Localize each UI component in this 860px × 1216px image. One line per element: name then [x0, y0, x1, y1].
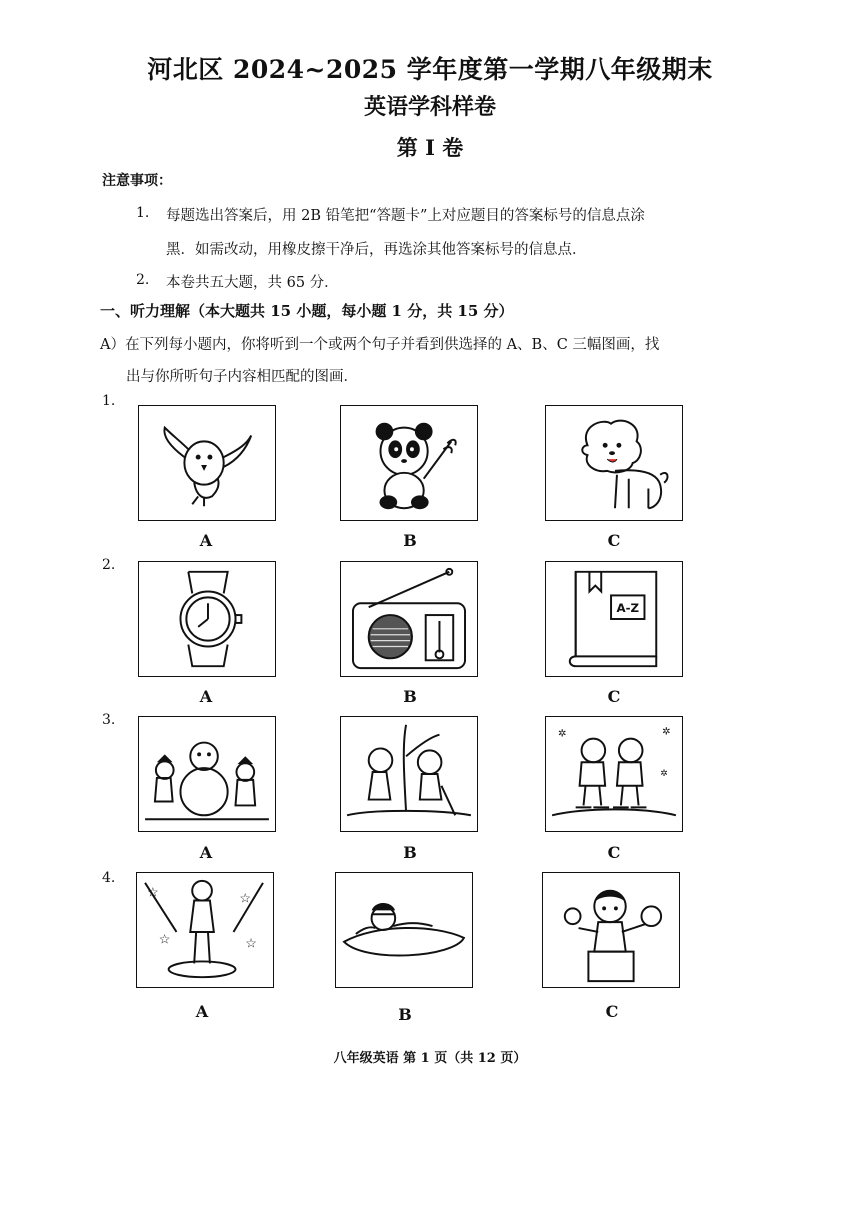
option-label: B — [398, 1005, 412, 1024]
option-label: A — [199, 843, 213, 862]
option-picture[interactable] — [335, 872, 473, 988]
option-label: B — [403, 687, 417, 706]
svg-text:☆: ☆ — [147, 885, 159, 901]
question-number: 4. — [102, 870, 116, 886]
svg-text:✲: ✲ — [662, 726, 671, 738]
exam-title: 河北区 2024~2025 学年度第一学期八年级期末 — [147, 55, 713, 84]
option-label: C — [607, 531, 621, 550]
option-picture[interactable] — [340, 561, 478, 677]
svg-text:☆: ☆ — [158, 932, 171, 948]
svg-text:☆: ☆ — [239, 891, 251, 907]
option-picture[interactable] — [138, 561, 276, 677]
svg-text:✲: ✲ — [660, 768, 668, 779]
radio-icon — [341, 562, 477, 676]
page-footer: 八年级英语 第 1 页（共 12 页） — [333, 1051, 527, 1066]
question-number: 2. — [102, 557, 116, 573]
option-label: C — [607, 843, 621, 862]
dog-icon — [546, 406, 682, 520]
option-label: B — [403, 531, 417, 550]
option-picture[interactable] — [545, 561, 683, 677]
option-label: A — [195, 1002, 209, 1021]
option-picture[interactable] — [340, 405, 478, 521]
option-picture[interactable] — [138, 405, 276, 521]
notice-item-text: 本卷共五大题，共 65 分． — [166, 275, 339, 291]
option-picture[interactable] — [136, 872, 274, 988]
question-number: 1. — [102, 393, 116, 409]
part-a-instruction: 出与你所听句子内容相匹配的图画． — [126, 369, 358, 385]
option-label: C — [607, 687, 621, 706]
option-label: A — [199, 531, 213, 550]
option-picture[interactable] — [545, 716, 683, 832]
option-picture[interactable] — [138, 716, 276, 832]
option-picture[interactable] — [542, 872, 680, 988]
swimmer-icon — [336, 873, 472, 987]
svg-text:☆: ☆ — [245, 936, 257, 952]
option-label: A — [199, 687, 213, 706]
book-cover-text: A-Z — [616, 601, 640, 616]
notice-item-text: 黑．如需改动，用橡皮擦干净后，再选涂其他答案标号的信息点． — [166, 242, 587, 258]
svg-text:✲: ✲ — [557, 728, 567, 740]
panda-icon — [341, 406, 477, 520]
cooking-girl-icon — [543, 873, 679, 987]
part-a-instruction: A）在下列每小题内，你将听到一个或两个句子并看到供选择的 A、B、C 三幅图画，找 — [100, 337, 660, 353]
ice-skating-kids-icon — [546, 717, 682, 831]
notice-item-number: 1. — [136, 205, 150, 221]
notice-item-number: 2. — [136, 272, 150, 288]
dictionary-icon — [546, 562, 682, 676]
section-heading: 一、听力理解（本大题共 15 小题，每小题 1 分，共 15 分） — [100, 302, 514, 320]
option-picture[interactable] — [545, 405, 683, 521]
volume-title: 第 I 卷 — [396, 135, 464, 160]
option-label: C — [605, 1002, 619, 1021]
notice-item-text: 每题选出答案后，用 2B 铅笔把“答题卡”上对应题目的答案标号的信息点涂 — [166, 208, 645, 224]
question-number: 3. — [102, 712, 116, 728]
option-picture[interactable] — [340, 716, 478, 832]
snowman-kids-icon — [139, 717, 275, 831]
watch-icon — [139, 562, 275, 676]
bird-icon — [139, 406, 275, 520]
tree-planting-kids-icon — [341, 717, 477, 831]
notice-heading: 注意事项： — [102, 173, 172, 189]
exam-subtitle: 英语学科样卷 — [363, 94, 496, 120]
singer-on-stage-icon — [137, 873, 273, 987]
option-label: B — [403, 843, 417, 862]
